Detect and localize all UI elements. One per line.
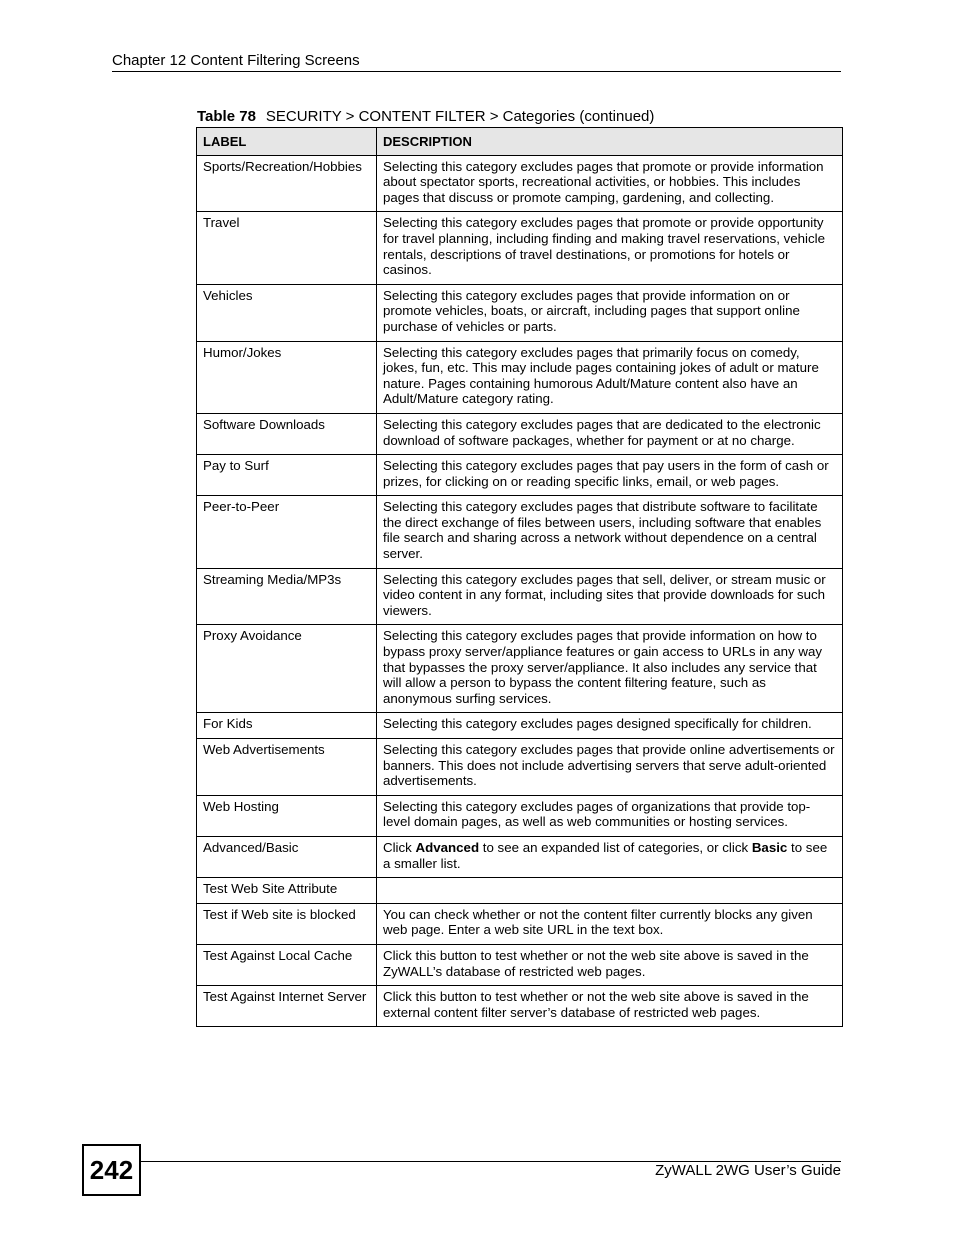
- table-header: [197, 128, 843, 156]
- table-row: [197, 496, 843, 568]
- row-description: Selecting this category excludes pages designed specifically for children.: [377, 713, 843, 739]
- table-row: [197, 739, 843, 796]
- table-row: [197, 713, 843, 739]
- row-description: Selecting this category excludes pages that promote or provide opportunity for travel planning, including finding and making travel reservations, vehicle rentals, descriptions of travel destinations, or promotions for hotels or casinos.: [377, 212, 843, 284]
- description-text: to see an expanded list of categories, or click: [479, 839, 752, 855]
- row-label: Humor/Jokes: [197, 341, 377, 413]
- description-column-header: DESCRIPTION: [377, 128, 843, 156]
- row-label: Advanced/Basic: [197, 836, 377, 877]
- basic-keyword: Basic: [751, 839, 788, 855]
- row-label: For Kids: [197, 713, 377, 739]
- table-row: [197, 625, 843, 713]
- table-row: [197, 878, 843, 904]
- chapter-title: Chapter 12 Content Filtering Screens: [112, 52, 360, 69]
- table-row: [197, 413, 843, 454]
- row-label: Streaming Media/MP3s: [197, 568, 377, 625]
- guide-title: ZyWALL 2WG User’s Guide: [655, 1162, 841, 1179]
- table-caption-title: SECURITY > CONTENT FILTER > Categories (continued): [265, 108, 655, 125]
- row-label: Web Advertisements: [197, 739, 377, 796]
- table-caption-number: Table 78: [197, 108, 256, 125]
- row-label: Test Against Internet Server: [197, 986, 377, 1027]
- running-header: [112, 52, 841, 72]
- table-row: [197, 341, 843, 413]
- advanced-keyword: Advanced: [415, 839, 480, 855]
- table-header-row: [197, 128, 843, 156]
- row-label: Web Hosting: [197, 795, 377, 836]
- row-description: Selecting this category excludes pages that provide information on or promote vehicles, boats, or aircraft, including pages that support online purchase of vehicles or parts.: [377, 284, 843, 341]
- row-label: Travel: [197, 212, 377, 284]
- table-row: [197, 903, 843, 944]
- row-description: You can check whether or not the content filter currently blocks any given web page. Enter a web site URL in the text box.: [377, 903, 843, 944]
- row-description: Click this button to test whether or not the web site above is saved in the ZyWALL’s database of restricted web pages.: [377, 944, 843, 985]
- table-caption: [197, 108, 654, 125]
- table-row: [197, 568, 843, 625]
- table-body: [197, 155, 843, 1027]
- row-description: Selecting this category excludes pages that provide information on how to bypass proxy server/appliance features or gain access to URLs in any way that bypasses the proxy server/appliance. It also includes any service that will allow a person to bypass the content filtering feature, such as anonymous surfing services.: [377, 625, 843, 713]
- row-description: Selecting this category excludes pages that provide online advertisements or banners. This does not include advertising servers that serve adult-oriented advertisements.: [377, 739, 843, 796]
- row-description: Selecting this category excludes pages that are dedicated to the electronic download of software packages, whether for payment or at no charge.: [377, 413, 843, 454]
- table-row: [197, 795, 843, 836]
- row-description: Selecting this category excludes pages that distribute software to facilitate the direct exchange of files between users, including software that enables file search and sharing across a network without dependence on a central server.: [377, 496, 843, 568]
- description-text: to see a smaller list.: [383, 839, 828, 871]
- row-description: Selecting this category excludes pages that primarily focus on comedy, jokes, fun, etc. This may include pages containing jokes of adult or mature nature. Pages containing humorous Adult/Mature content also have an Adult/Mature category rating.: [377, 341, 843, 413]
- row-label: Peer-to-Peer: [197, 496, 377, 568]
- table-row: [197, 212, 843, 284]
- row-description: [377, 836, 843, 877]
- row-label: Vehicles: [197, 284, 377, 341]
- row-label: Proxy Avoidance: [197, 625, 377, 713]
- row-description: Selecting this category excludes pages of organizations that provide top-level domain pages, as well as web communities or hosting services.: [377, 795, 843, 836]
- row-description: Selecting this category excludes pages that sell, deliver, or stream music or video content in any format, including sites that provide downloads for such viewers.: [377, 568, 843, 625]
- table-row: [197, 836, 843, 877]
- row-label: Sports/Recreation/Hobbies: [197, 155, 377, 212]
- table-row: [197, 155, 843, 212]
- row-label: Test Against Local Cache: [197, 944, 377, 985]
- table-row: [197, 944, 843, 985]
- description-text: Click: [383, 839, 416, 855]
- page-number: 242: [82, 1144, 141, 1196]
- row-label: Pay to Surf: [197, 455, 377, 496]
- row-description: Selecting this category excludes pages that pay users in the form of cash or prizes, for clicking on or reading specific links, email, or web pages.: [377, 455, 843, 496]
- table-row: [197, 455, 843, 496]
- row-label: Software Downloads: [197, 413, 377, 454]
- row-description: [377, 878, 843, 904]
- categories-table: [196, 127, 843, 1027]
- row-label: Test Web Site Attribute: [197, 878, 377, 904]
- row-description: Click this button to test whether or not the web site above is saved in the external content filter server’s database of restricted web pages.: [377, 986, 843, 1027]
- table-row: [197, 284, 843, 341]
- row-description: Selecting this category excludes pages that promote or provide information about spectator sports, recreational activities, or hobbies. This includes pages that discuss or promote camping, gardening, and collecting.: [377, 155, 843, 212]
- row-label: Test if Web site is blocked: [197, 903, 377, 944]
- label-column-header: LABEL: [197, 128, 377, 156]
- table-row: [197, 986, 843, 1027]
